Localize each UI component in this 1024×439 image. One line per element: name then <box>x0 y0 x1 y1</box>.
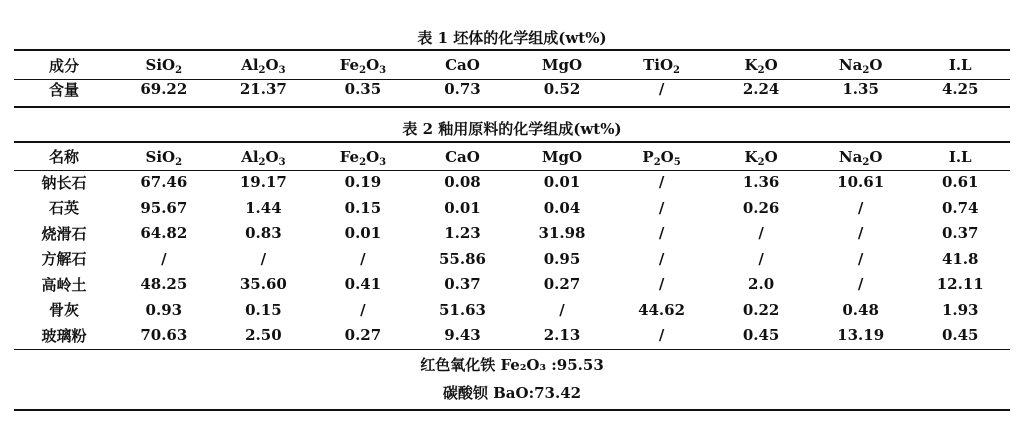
table-row <box>14 297 1010 323</box>
table-cell: 69.22 <box>140 80 188 98</box>
table-cell: 2.50 <box>245 326 282 345</box>
table-cell: 0.15 <box>344 198 382 217</box>
table-cell: 0.19 <box>344 173 382 192</box>
row-label: 玻璃粉 <box>41 326 87 345</box>
table-cell: 0.41 <box>344 275 382 294</box>
header-component: I.L <box>948 56 972 74</box>
table-cell: 12.11 <box>936 275 984 294</box>
table-cell: / <box>658 249 665 268</box>
table-cell: 21.37 <box>239 80 287 98</box>
row-label: 高岭土 <box>41 275 87 294</box>
table-cell: 35.60 <box>239 275 287 294</box>
table-cell: / <box>857 275 864 294</box>
table-cell: 2.24 <box>742 80 780 98</box>
table-cell: 10.61 <box>837 173 885 192</box>
table-cell: 0.48 <box>842 300 879 319</box>
table-cell: 0.01 <box>543 173 581 192</box>
table1-header-rule <box>14 79 1010 80</box>
header-component: CaO <box>445 147 480 166</box>
table-row <box>14 77 1010 101</box>
header-component: MgO <box>541 147 583 166</box>
table-cell: / <box>658 173 665 192</box>
table-cell: 67.46 <box>140 173 188 192</box>
table-row <box>14 246 1010 272</box>
header-label: 成分 <box>49 56 80 75</box>
table-cell: / <box>360 249 366 268</box>
table-cell: 95.67 <box>140 198 188 217</box>
table-cell: 0.35 <box>344 80 382 98</box>
table2-footnote-rule <box>14 349 1010 350</box>
table-cell: 31.98 <box>538 224 586 243</box>
table-cell: 0.74 <box>941 198 979 217</box>
header-label: 名称 <box>49 148 80 167</box>
table-cell: 0.04 <box>543 198 581 217</box>
table-cell: 13.19 <box>837 326 885 345</box>
table-cell: 1.93 <box>941 300 979 319</box>
table-cell: 44.62 <box>638 300 686 319</box>
table-cell: 41.8 <box>941 249 979 268</box>
footnote-barium-carbonate: 碳酸钡 BaO:73.42 <box>442 384 582 402</box>
row-label: 方解石 <box>41 250 87 269</box>
table-cell: 48.25 <box>140 275 188 294</box>
row-label: 骨灰 <box>49 301 80 320</box>
row-label: 石英 <box>49 199 80 218</box>
table-cell: 64.82 <box>140 224 188 243</box>
header-component: $P_2O_5$ <box>642 147 681 168</box>
table-row <box>14 170 1010 196</box>
table-cell: / <box>260 249 267 268</box>
table2-top-rule <box>14 141 1010 143</box>
table1 <box>14 53 1010 101</box>
header-component: SiO$_2$ <box>145 147 183 168</box>
header-component: TiO$_2$ <box>643 56 680 76</box>
table-cell: 0.83 <box>245 224 282 243</box>
table2-header-rule <box>14 170 1010 171</box>
table-cell: / <box>360 300 366 319</box>
table-cell: / <box>658 275 665 294</box>
table-cell: / <box>758 249 764 268</box>
table-cell: 0.45 <box>742 326 780 345</box>
table-cell: 55.86 <box>438 249 486 268</box>
header-component: $Al_2O_3$ <box>241 147 286 168</box>
table-cell: / <box>658 224 665 243</box>
table1-caption: 表 1 坯体的化学组成(wt%) <box>417 29 607 47</box>
table-cell: 1.44 <box>245 198 282 217</box>
table2-caption: 表 2 釉用原料的化学组成(wt%) <box>402 120 622 138</box>
table-row <box>14 272 1010 298</box>
header-component: I.L <box>948 147 972 166</box>
table-cell: 9.43 <box>444 326 481 345</box>
header-component: $Fe_2O_3$ <box>339 56 387 76</box>
row-label: 含量 <box>49 80 80 99</box>
table-cell: / <box>559 300 565 319</box>
table-cell: 19.17 <box>239 173 287 192</box>
table-cell: 1.23 <box>444 224 481 243</box>
table-cell: / <box>658 80 665 98</box>
header-row <box>14 144 1010 170</box>
header-row <box>14 53 1010 77</box>
header-component: $Na_2O$ <box>838 56 883 76</box>
table-cell: / <box>857 249 864 268</box>
header-component: $Fe_2O_3$ <box>339 147 387 168</box>
table1-top-rule <box>14 49 1010 51</box>
table-cell: 2.13 <box>543 326 581 345</box>
table-cell: 0.73 <box>444 80 481 98</box>
table-row <box>14 195 1010 221</box>
table-cell: / <box>857 224 864 243</box>
table-cell: 0.22 <box>742 300 780 319</box>
table2-bottom-rule <box>14 409 1010 411</box>
table-cell: 4.25 <box>941 80 979 98</box>
header-component: $K_2O$ <box>744 56 778 76</box>
table-cell: 0.37 <box>941 224 979 243</box>
table-cell: 0.52 <box>543 80 581 98</box>
table-cell: 1.36 <box>742 173 780 192</box>
footnote-iron-oxide: 红色氧化铁 Fe₂O₃ :95.53 <box>420 356 604 374</box>
table-cell: 0.27 <box>344 326 382 345</box>
table-cell: 0.37 <box>444 275 481 294</box>
table-cell: / <box>758 224 764 243</box>
table-cell: 0.26 <box>742 198 780 217</box>
table-cell: 0.61 <box>941 173 979 192</box>
table-cell: 1.35 <box>842 80 879 98</box>
table-row <box>14 221 1010 247</box>
table-cell: / <box>658 326 665 345</box>
table-cell: 0.15 <box>245 300 282 319</box>
table-cell: 0.01 <box>444 198 481 217</box>
header-component: SiO$_2$ <box>145 56 183 76</box>
table-cell: 0.95 <box>543 249 581 268</box>
header-component: MgO <box>541 56 583 74</box>
table-cell: / <box>658 198 665 217</box>
header-component: $K_2O$ <box>744 147 778 168</box>
header-component: $Al_2O_3$ <box>241 56 286 76</box>
table-row <box>14 323 1010 349</box>
header-component: $Na_2O$ <box>838 147 883 168</box>
table-cell: 0.45 <box>941 326 979 345</box>
table-cell: 0.27 <box>543 275 581 294</box>
table-cell: / <box>857 198 864 217</box>
table-cell: 70.63 <box>140 326 188 345</box>
row-label: 烧滑石 <box>41 224 87 243</box>
table-cell: 0.08 <box>444 173 481 192</box>
table2 <box>14 144 1010 348</box>
header-component: CaO <box>445 56 480 74</box>
table-cell: 0.01 <box>344 224 382 243</box>
table-cell: / <box>161 249 167 268</box>
table-cell: 51.63 <box>438 300 486 319</box>
table1-bottom-rule <box>14 106 1010 108</box>
row-label: 钠长石 <box>41 173 87 192</box>
table-cell: 0.93 <box>145 300 183 319</box>
table-cell: 2.0 <box>748 275 775 294</box>
